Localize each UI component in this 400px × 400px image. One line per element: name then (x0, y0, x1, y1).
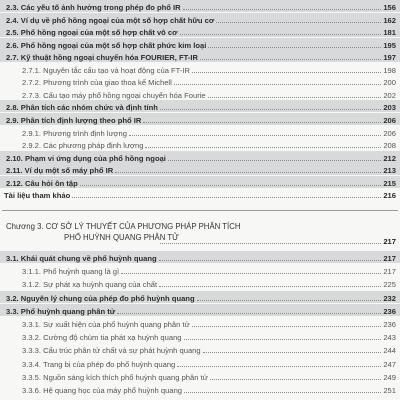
toc-entry-page: 156 (383, 3, 396, 12)
toc-entry-title: 2.4. Ví dụ về phổ hồng ngoại của một số hợp chất hữu cơ (6, 15, 215, 25)
toc-entry[interactable] (6, 291, 396, 303)
dot-leader (184, 339, 382, 340)
dot-leader (159, 260, 382, 261)
toc-entry-page: 251 (383, 386, 396, 395)
dot-leader (177, 366, 381, 367)
dot-leader (184, 392, 381, 393)
toc-entry-page: 225 (383, 280, 396, 290)
toc-entry-title: 2.7.3. Cấu tạo máy phổ hồng ngoại chuyển hóa Fourie (22, 90, 206, 100)
toc-entry-title: 3.3. Phổ huỳnh quang phân tử (6, 306, 116, 316)
dot-leader (183, 9, 382, 10)
toc-entry-title: 2.5. Phổ hồng ngoại của một số hợp chất vô cơ (6, 28, 178, 38)
toc-entry-page: 236 (383, 306, 396, 316)
toc-entry[interactable] (6, 251, 396, 263)
dot-leader (180, 34, 382, 35)
toc-entry-title: 3.1. Khái quát chung về phổ huỳnh quang (6, 254, 157, 263)
toc-entry[interactable] (22, 63, 396, 75)
toc-entry-page: 206 (383, 115, 396, 125)
toc-entry-title: 3.3.3. Cấu trúc phân tử chất và sự phát huỳnh quang (22, 346, 201, 356)
toc-entry[interactable] (6, 304, 396, 316)
dot-leader (203, 352, 382, 353)
toc-entry[interactable] (22, 383, 396, 395)
toc-entry-title: 3.3.6. Hệ quang học của máy phổ huỳnh quang (22, 386, 183, 395)
toc-entry-page: 200 (383, 78, 396, 88)
toc-entry[interactable] (6, 0, 396, 12)
toc-entry-title: 3.3.4. Trang bị của phép đo phổ huỳnh quang (22, 359, 176, 369)
toc-entry[interactable] (6, 13, 396, 25)
toc-entry-page: 244 (383, 346, 396, 356)
toc-entry-page: 181 (383, 28, 396, 38)
toc-entry-title: Tài liệu tham khảo (4, 191, 71, 201)
toc-entry-page: 198 (383, 65, 396, 75)
toc-entry[interactable] (22, 75, 396, 87)
toc-entry-page: 243 (383, 333, 396, 343)
toc-entry[interactable] (6, 163, 396, 175)
toc-entry-page: 197 (383, 53, 396, 63)
dot-leader (208, 97, 382, 98)
dot-leader (216, 22, 381, 23)
dot-leader (192, 72, 381, 73)
toc-entry-title: 2.9. Phân tích định lượng theo phổ IR (6, 115, 142, 125)
toc-entry-page: 216 (383, 191, 396, 201)
dot-leader (115, 172, 381, 173)
toc-entry-page: 232 (383, 293, 396, 303)
toc-entry-page: 208 (383, 141, 396, 151)
toc-entry[interactable] (22, 88, 396, 100)
dot-leader (208, 47, 381, 48)
toc-entry[interactable] (6, 113, 396, 125)
toc-entry-title: 3.3.2. Cường độ chùm tia phát xạ huỳnh quang (22, 333, 182, 343)
toc-entry-page: 202 (383, 90, 396, 100)
toc-entry-page: 195 (383, 40, 396, 50)
dot-leader (143, 122, 381, 123)
toc-entry-title: 3.3.1. Sự xuất hiện của phổ huỳnh quang phân tử (22, 320, 190, 329)
dot-leader (197, 300, 382, 301)
toc-entry-page: 213 (383, 166, 396, 176)
toc-entry[interactable] (4, 188, 396, 200)
toc-entry-page: 162 (383, 15, 396, 25)
dot-leader (145, 147, 381, 148)
toc-entry[interactable] (6, 38, 396, 50)
toc-entry-title: 3.2. Nguyên lý chung của phép đo phổ huỳnh quang (6, 293, 195, 303)
toc-entry-title: 2.12. Câu hỏi ôn tập (6, 178, 78, 188)
toc-entry[interactable] (22, 126, 396, 138)
toc-entry-title: 2.7.1. Nguyên tắc cấu tạo và hoạt động của FT-IR (22, 65, 191, 75)
toc-entry-title: 3.1.2. Sự phát xạ huỳnh quang của chất (22, 280, 158, 290)
section-divider (2, 210, 398, 211)
dot-leader (174, 84, 382, 85)
dot-leader (80, 185, 382, 186)
dot-leader (129, 135, 381, 136)
toc-entry-title: 2.7. Kỹ thuật hồng ngoại chuyển hóa FOURIER, FT-IR (6, 53, 198, 63)
dot-leader (192, 326, 382, 327)
toc-entry[interactable] (22, 357, 396, 369)
toc-entry-title: 3.3.5. Nguồn sáng kích thích phổ huỳnh quang phân tử (22, 372, 208, 382)
toc-entry-title: 3.1.1. Phổ huỳnh quang là gì (22, 267, 120, 277)
dot-leader (168, 160, 381, 161)
dot-leader (160, 109, 381, 110)
chapter-page-number: 217 (383, 237, 396, 246)
toc-entry-page: 203 (383, 103, 396, 113)
toc-entry[interactable] (6, 25, 396, 37)
toc-entry[interactable] (22, 277, 396, 289)
chapter-page-leader (160, 234, 396, 246)
toc-entry-title: 2.11. Ví dụ một số máy phổ IR (6, 166, 114, 176)
toc-entry[interactable] (22, 370, 396, 382)
dot-leader (117, 313, 381, 314)
chapter-title-line-1: Chương 3. CƠ SỞ LÝ THUYẾT CỦA PHƯƠNG PHÁP PHÂN TÍCH (6, 222, 241, 231)
toc-entry-title: 2.3. Các yếu tố ảnh hưởng trong phép đo phổ IR (6, 3, 181, 12)
toc-entry-title: 2.10. Phạm vi ứng dụng của phổ hồng ngoại (6, 153, 166, 163)
toc-entry-page: 212 (383, 153, 396, 163)
dot-leader (72, 197, 381, 198)
toc-entry-title: 2.6. Phổ hồng ngoại của một số hợp chất phức kim loại (6, 40, 207, 50)
dot-leader (210, 379, 382, 380)
toc-entry[interactable] (22, 330, 396, 342)
dot-leader (159, 286, 381, 287)
toc-entry[interactable] (6, 100, 396, 112)
toc-entry[interactable] (6, 176, 396, 188)
toc-entry[interactable] (6, 50, 396, 62)
dot-leader (121, 273, 381, 274)
toc-entry[interactable] (6, 151, 396, 163)
toc-entry-page: 215 (383, 178, 396, 188)
toc-entry[interactable] (22, 317, 396, 329)
toc-entry-title: 2.7.2. Phương trình của giao thoa kế Michell (22, 78, 172, 88)
dot-leader (200, 59, 381, 60)
toc-entry-page: 217 (383, 267, 396, 277)
toc-entry-page: 249 (383, 372, 396, 382)
toc-entry-title: 2.8. Phân tích các nhóm chức và định tính (6, 103, 158, 113)
toc-entry-page: 206 (383, 128, 396, 138)
toc-entry-page: 217 (383, 254, 396, 263)
toc-entry-title: 2.9.2. Các phương pháp định lượng (22, 141, 144, 151)
toc-entry-title: 2.9.1. Phương trình định lượng (22, 128, 127, 138)
toc-entry[interactable] (22, 138, 396, 150)
toc-entry[interactable] (22, 264, 396, 276)
toc-entry[interactable] (22, 343, 396, 355)
toc-entry-page: 247 (383, 359, 396, 369)
dot-leader (160, 243, 381, 244)
chapter-title-line-2: PHỔ HUỲNH QUANG PHÂN TỬ (64, 233, 179, 242)
toc-entry-page: 236 (383, 320, 396, 329)
